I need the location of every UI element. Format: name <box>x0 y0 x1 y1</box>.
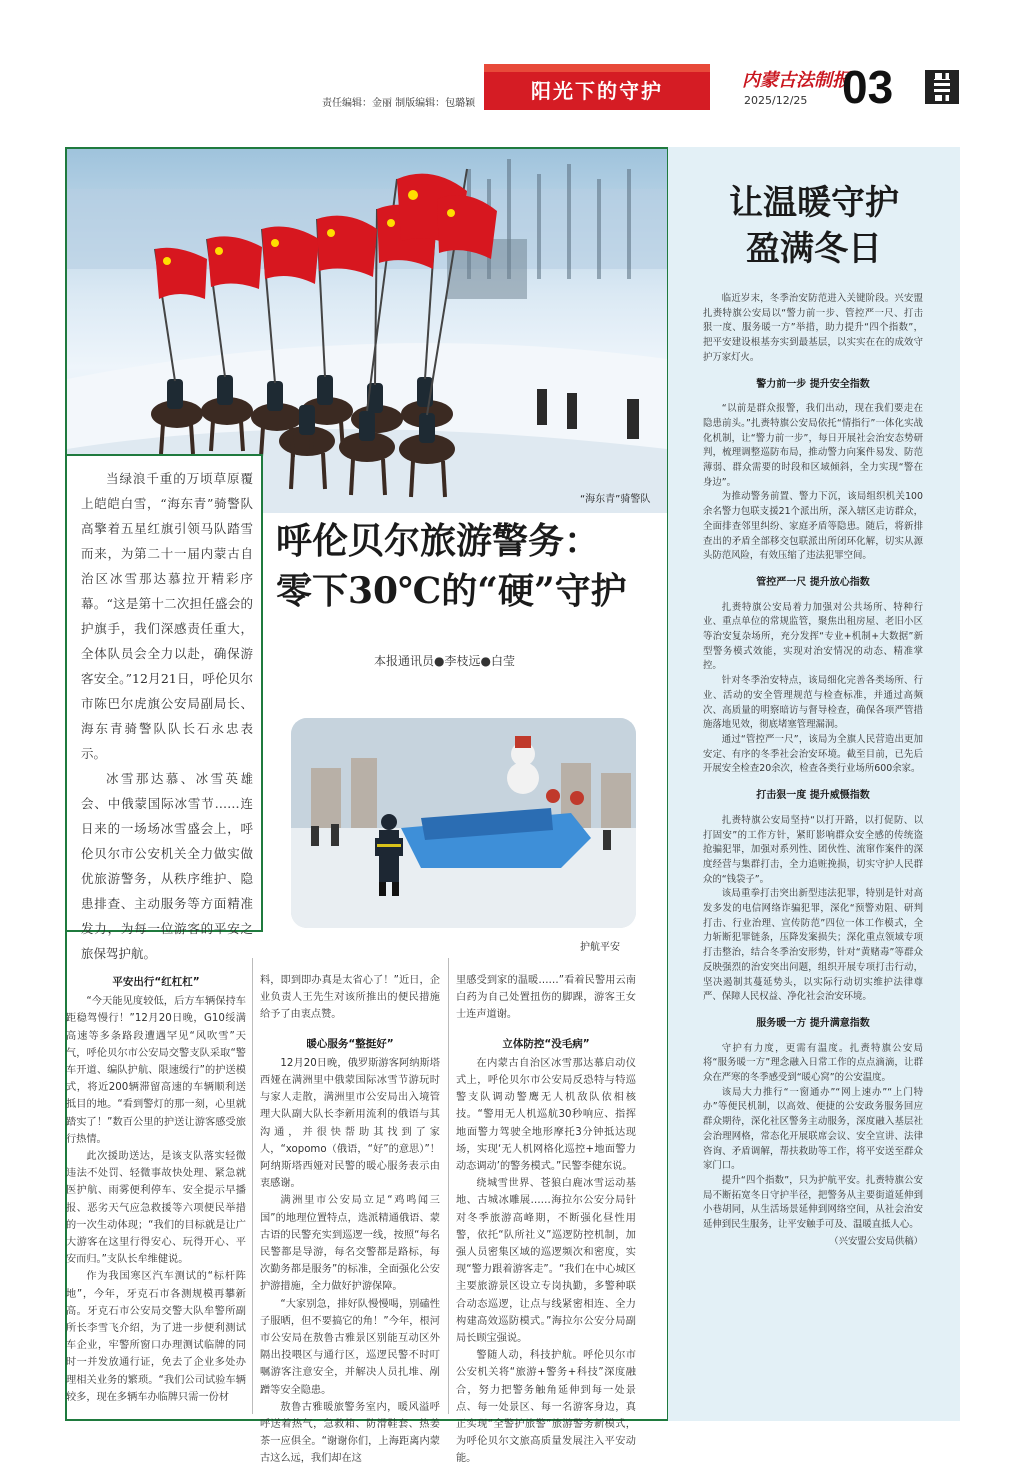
side-subheading: 打击狠一度 提升威慑指数 <box>756 790 870 802</box>
body-paragraph-continued: 里感受到家的温暖……”看着民警用云南白药为自己处置扭伤的脚踝，游客王女士连声道谢。 <box>456 975 636 1021</box>
lede-box <box>67 454 263 961</box>
headline-line-1: 呼伦贝尔旅游警务： <box>276 520 601 562</box>
column-divider <box>448 958 449 1414</box>
body-paragraph: 绕城雪世界、苍狼白鹿冰雪运动基地、古城冰雕展……海拉尔公安分局针对冬季旅游高峰期，不断强化昼性用警，依托“队所社义”巡逻防控机制，加强人员密集区域的巡逻频次和密度，实现“警力跟着游客走”。“我们在中心城区主要旅游景区设立专岗执勤，多警种联合动态巡逻，让点与线紧密相连、全力构建高效巡防模式。”海拉尔公安分局副局长顾宝强说。 <box>456 1178 636 1345</box>
subheading: 立体防控“没毛病” <box>502 1037 590 1050</box>
lede-paragraph: 冰雪那达慕、冰雪英雄会、中俄蒙国际冰雪节……连日来的一场场冰雪盛会上，呼伦贝尔市公安机关全力做实做优旅游警务，从秩序维护、隐患排查、主动服务等方面精准发力，为每一位游客的平安之旅保驾护航。 <box>81 771 253 961</box>
body-paragraph-continued: 料，即到即办真是太省心了！”近日，企业负责人王先生对该所推出的便民措施给予了由衷点赞。 <box>260 975 440 1021</box>
side-paragraph: 提升“四个指数”，只为护航平安。扎赉特旗公安局不断拓宽冬日守护半径，把警务从主要街道延伸到小巷胡同，从生活场景延伸到网络空间，从社会治安延伸到民生服务，让平安触手可及、温暖直抵人心。 <box>703 1174 923 1231</box>
side-intro: 临近岁末，冬季治安防范进入关键阶段。兴安盟扎赉特旗公安局以“警力前一步、管控严一尺、打击狠一度、服务暖一方”举措，助力提升“四个指数”，把平安建设根基夯实到最基层，以实实在在的成效守护万家灯火。 <box>703 293 923 363</box>
side-subheading: 警力前一步 提升安全指数 <box>756 378 870 390</box>
subheading: 平安出行“红杠杠” <box>112 976 200 988</box>
photo2-caption: 护航平安 <box>580 942 620 953</box>
side-title-line-2: 盈满冬日 <box>746 229 882 269</box>
side-subheading: 服务暖一方 提升满意指数 <box>756 1017 870 1029</box>
section-banner-title: 阳光下的守护 <box>531 79 663 103</box>
body-paragraph: 12月20日晚，俄罗斯游客阿纳斯塔西娅在满洲里中俄蒙国际冰雪节游玩时与家人走散，满洲里市公安局出入境管理大队副大队长李新用流利的俄语与其沟通，并很快帮助其找到了家人，“xopomo（俄语，“好”的意思）”！阿纳斯塔西娅对民警的暖心服务表示由衷感谢。 <box>260 1057 440 1190</box>
article-headline <box>276 516 646 616</box>
side-article-title <box>670 180 958 272</box>
issue-date: 2025/12/25 <box>744 94 808 107</box>
section-banner <box>484 64 710 110</box>
side-paragraph: 守护有力度，更需有温度。扎赉特旗公安局将“服务暖一方”理念融入日常工作的点点滴滴，让群众在严寒的冬季感受到“暖心窝”的公安温度。 <box>703 1042 923 1084</box>
lede-text <box>81 466 253 966</box>
side-subheading: 管控严一尺 提升放心指数 <box>756 576 870 588</box>
editors-line: 责任编辑：金丽 制版编辑：包璐颖 <box>322 98 476 109</box>
body-paragraph: 满洲里市公安局立足“鸡鸣闻三国”的地理位置特点，选派精通俄语、蒙古语的民警充实到巡逻一线，按照“每名民警都是导游，每名交警都是路标，每次勤务都是服务”的标准，全面强化公安护游措施，全力做好护游保障。 <box>260 1195 440 1293</box>
body-paragraph: “今天能见度较低，后方车辆保持车距稳驾慢行！”12月20日晚，G10绥满高速等多条路段遭遇罕见“风吹雪”天气，呼伦贝尔市公安局交警支队采取“警车开道、编队护航、限速缓行”的护送模式，将近200辆滞留高速的车辆顺利送抵目的地。“看到警灯的那一刻，心里就踏实了！”数百公里的护送让游客感受旅行热情。 <box>66 996 246 1145</box>
body-column-1 <box>66 972 246 1406</box>
side-paragraph: 为推动警务前置、警力下沉，该局组织机关100余名警力包联支援21个派出所，深入辖区走访群众，全面排查邻里纠纷、家庭矛盾等隐患。随后，将新排查出的矛盾全部移交包联派出所闭环化解，切实从源头防范风险，有效压缩了违法犯罪空间。 <box>703 491 923 562</box>
side-paragraph: 针对冬季治安特点，该局细化完善各类场所、行业、活动的安全管理规范与检查标准，并通过高频次、高质量的明察暗访与督导检查，确保各项严管措施落地见效，彻底堵塞管理漏洞。 <box>703 675 923 731</box>
side-paragraph: 该局大力推行“一窗通办”“网上速办”“上门特办”等便民机制，以高效、便捷的公安政务服务回应群众期待，深化社区警务主动服务，深度融入基层社会治理网格，常态化开展联席会议、安全宣讲、法律咨询、矛盾调解，帮扶救助等工作，将平安送至群众家门口。 <box>703 1086 923 1172</box>
body-paragraph: “大家别急，排好队慢慢喝，别磕性子服晒，但不要搞它的角！”今年，根河市公安局在敖鲁古雅景区别能互动区外隔出投喂区与通行区，巡逻民警不时叮嘱游客注意安全，并解决人员扎堆、剐蹭等安全隐患。 <box>260 1298 440 1396</box>
subheading: 暖心服务“整挺好” <box>306 1037 394 1050</box>
page-number: 03 <box>842 61 894 113</box>
body-paragraph: 此次援助送达，是该支队落实轻微违法不处罚、轻微事故快处理、紧急就医护航、雨雾便利停车、安全提示早播报、恶劣天气应急救援等六项便民举措的一次生动体现；“我们的目标就是让广大游客在这里行得安心、玩得开心、平安而归。”支队长牟维健说。 <box>66 1151 246 1266</box>
side-credit: （兴安盟公安局供稿） <box>829 1235 923 1247</box>
side-paragraph: “以前是群众报警，我们出动，现在我们要走在隐患前头。”扎赉特旗公安局依托“情指行”一体化实战化机制，让“警力前一步”，每日开展社会治安态势研判，梳理调整巡防布局，推动警力向案件易发、防范薄弱、群众需要的时段和区域倾斜，全力实现“警在身边”。 <box>703 403 923 488</box>
column-divider <box>252 958 253 1414</box>
body-paragraph: 在内蒙古自治区冰雪那达慕启动仪式上，呼伦贝尔市公安局反恐特与特巡警支队调动警鹰无人机敌队依相核技。“警用无人机巡航30秒响应、指挥地面警力驾驶全地形摩托3分钟抵达现场，实现‘无人机网格化巡控+地面警力动态调动’的警务模式。”民警李健东说。 <box>456 1057 636 1173</box>
photo2-illustration <box>291 718 636 928</box>
side-paragraph: 扎赉特旗公安局着力加强对公共场所、特种行业、重点单位的常规监管，聚焦出租房屋、老旧小区等治安复杂场所，充分发挥“专业+机制+大数据”新型警务模式效能，实现对治安情况的动态、精准掌控。 <box>703 601 923 672</box>
banner-decoration <box>484 64 710 72</box>
hero-photo-caption: “海东青”骑警队 <box>580 494 651 505</box>
side-paragraph: 通过“管控严一尺”，该局为全旗人民营造出更加安定、有序的冬季社会治安环境。截至目前，已先后开展安全检查20余次，检查各类行业场所600余家。 <box>703 733 923 775</box>
photo-police-escort-float <box>291 718 636 928</box>
body-paragraph: 敖鲁古雅暖旅警务室内，暖风溢呼呼送着热气，急救箱、防滑鞋套、热姜茶一应俱全。“谢谢你们，上海距离内蒙古这么远，我们却在这 <box>260 1401 440 1465</box>
article-byline: 本报通讯员●李枝远●白莹 <box>374 654 515 668</box>
side-paragraph: 该局重拳打击突出新型违法犯罪，特别是针对高发多发的电信网络诈骗犯罪，深化“预警劝阻、研判打击、行业治理、宣传防范”四位一体工作模式，全力斩断犯罪链条，压降发案损失；深化重点领域专项打击整治，结合冬季治安形势，针对“黄赌毒”等群众反映强烈的治安突出问题，组织开展专项打击行动，坚决遏制其蔓延势头，以实际行动切实维护法律尊严、保障人民权益、净化社会治安环境。 <box>703 888 923 1003</box>
body-paragraph: 警随人动，科技护航。呼伦贝尔市公安机关将“旅游+警务+科技”深度融合，努力把警务触角延伸到每一处景点、每一处景区、每一名游客身边，真正实现“全警护旅警”旅游警务新模式，为呼伦贝尔文旅高质量发展注入平安动能。 <box>456 1350 636 1465</box>
qr-code-icon <box>925 70 959 104</box>
newspaper-masthead: 内蒙古法制报 <box>742 70 850 91</box>
page-header <box>0 0 1024 120</box>
lede-paragraph: 当绿浪千重的万顷草原覆上皑皑白雪，“海东青”骑警队高擎着五星红旗引领马队踏雪而来，为第二十一届内蒙古自治区冰雪那达慕拉开精彩序幕。“这是第十二次担任盛会的护旗手，我们深感责任重大，全体队员会全力以赴，确保游客安全。”12月21日，呼伦贝尔市陈巴尔虎旗公安局副局长、海东青骑警队队长石永忠表示。 <box>81 471 253 761</box>
headline-line-2: 零下30℃的“硬”守护 <box>276 570 627 612</box>
side-article-body <box>703 292 923 1249</box>
side-title-line-1: 让温暖守护 <box>729 183 899 223</box>
body-paragraph: 作为我国寒区汽车测试的“标杆阵地”，今年，牙克石市各测规模再攀新高。牙克石市公安局交警大队牟警所副所长李雪飞介绍，为了进一步便利测试车企业，牢警所窗口办理测试临牌的同时一并发放通行证，免去了企业多处办理相关业务的繁琐。“我们公司试验车辆较多，现在多辆车办临牌只需一份材 <box>66 1271 246 1403</box>
body-column-3 <box>456 972 636 1468</box>
body-column-2 <box>260 972 440 1468</box>
side-paragraph: 扎赉特旗公安局坚持“以打开路，以打促防、以打固安”的工作方针，紧盯影响群众安全感的传统盗抢骗犯罪，加强对系列性、团伙性、流窜作案件的深度经营与集群打击，全力追赃挽损，切实守护人民群众的“钱袋子”。 <box>703 814 923 885</box>
